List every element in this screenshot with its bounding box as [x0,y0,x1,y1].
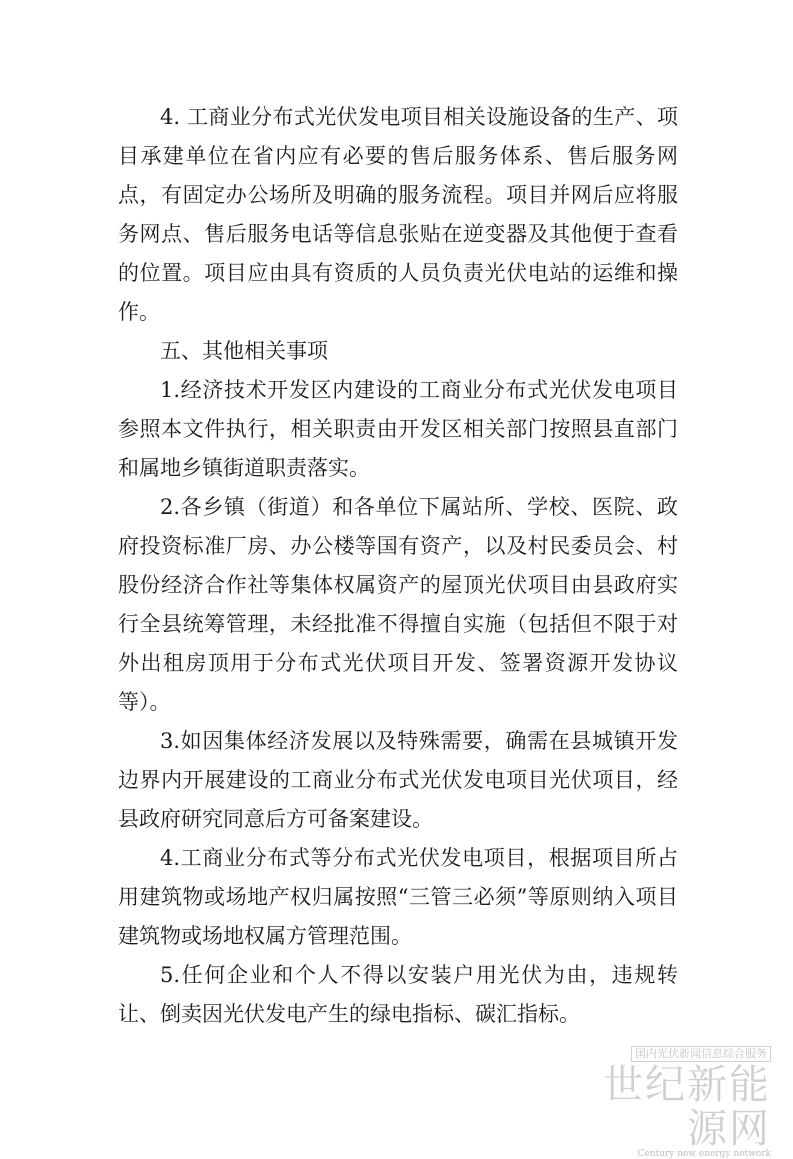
watermark-english: Century new energy network [637,1149,771,1159]
paragraph-green-power-indicators: 5.任何企业和个人不得以安装户用光伏为由，违规转让、倒卖因光伏发电产生的绿电指标、碳汇指标。 [118,963,678,1026]
paragraph-after-sales-service: 4. 工商业分布式光伏发电项目相关设施设备的生产、项目承建单位在省内应有必要的售后服务体系、售后服务网点，有固定办公场所及明确的服务流程。项目并网后应将服务网点、售后服务电话等信息张贴在逆变器及其他便于查看的位置。项目应由具有资质的人员负责光伏电站的运维和操作。 [118,105,678,324]
paragraph-safety-management: 4.工商业分布式等分布式光伏发电项目，根据项目所占用建筑物或场地产权归属按照“三管三必须”等原则纳入项目建筑物或场地权属方管理范围。 [118,846,678,948]
watermark-subtitle: 国内光伏新闻信息综合服务 [631,1046,771,1062]
watermark-logo [571,1042,771,1159]
paragraph-collective-economy: 3.如因集体经济发展以及特殊需要，确需在县城镇开发边界内开展建设的工商业分布式光伏发电项目光伏项目，经县政府研究同意后方可备案建设。 [118,729,678,831]
document-body [118,98,678,1034]
paragraph-state-owned-rooftops: 2.各乡镇（街道）和各单位下属站所、学校、医院、政府投资标准厂房、办公楼等国有资产，以及村民委员会、村股份经济合作社等集体权属资产的屋顶光伏项目由县政府实行全县统筹管理，未经批准不得擅自实施（包括但不限于对外出租房顶用于分布式光伏项目开发、签署资源开发协议等）。 [118,495,678,714]
paragraph-development-zone: 1.经济技术开发区内建设的工商业分布式光伏发电项目参照本文件执行，相关职责由开发区相关部门按照县直部门和属地乡镇街道职责落实。 [118,378,678,480]
watermark-title: 世纪新能源网 [603,1062,771,1152]
section-heading-other-matters: 五、其他相关事项 [160,339,328,363]
